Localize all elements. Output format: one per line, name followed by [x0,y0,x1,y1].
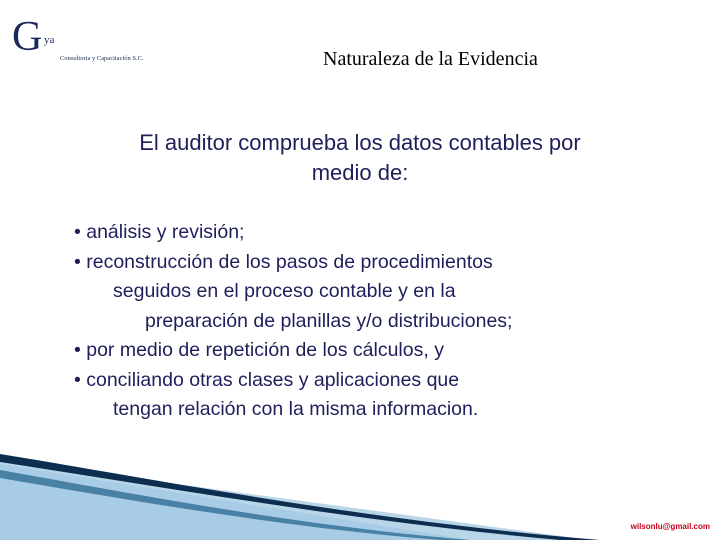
slide-title: Naturaleza de la Evidencia [323,48,538,70]
bullet-continuation: preparación de planillas y/o distribuciones; [145,309,513,332]
bullet-continuation: seguidos en el proceso contable y en la [113,280,456,302]
bullet-item: • conciliando otras clases y aplicaciones que [74,368,460,391]
decorative-wave-icon [0,440,720,540]
company-logo [10,12,180,62]
bullet-item: • por medio de repetición de los cálculos, y [74,339,444,361]
logo-sub-letters: ya [44,34,55,46]
slide-heading [0,128,720,188]
bullet-item: • reconstrucción de los pasos de procedimientos [74,250,493,273]
footer-email: wilsonlu@gmail.com [630,522,710,531]
heading-line-2: medio de: [311,160,409,185]
heading-line-1: El auditor comprueba los datos contables por [139,130,581,155]
bullet-list [74,218,512,425]
logo-g-letter: G [12,14,43,60]
logo-company-name: Consultoria y Capacitación S.C. [60,55,144,62]
bullet-item: • análisis y revisión; [74,221,245,243]
bullet-continuation: tengan relación con la misma informacion. [113,398,479,420]
